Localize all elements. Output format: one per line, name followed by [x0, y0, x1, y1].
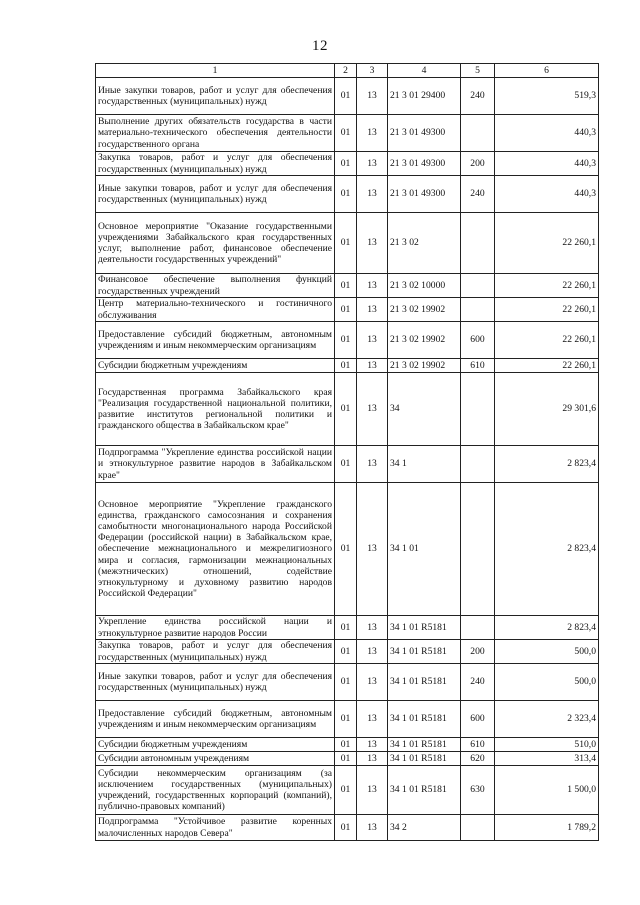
row-name: Финансовое обеспечение выполнения функций государственных учреждений	[96, 274, 335, 298]
table-row	[96, 738, 599, 752]
row-expense-type: 610	[461, 738, 495, 752]
row-name: Укрепление единства российской нации и этнокультурное развитие народов России	[96, 616, 335, 640]
header-col-3: 3	[357, 64, 388, 78]
row-amount: 440,3	[495, 176, 599, 213]
table-row	[96, 640, 599, 664]
row-subsection: 13	[357, 78, 388, 115]
table-body	[96, 78, 599, 841]
row-target-code: 34	[388, 373, 461, 446]
row-subsection: 13	[357, 701, 388, 738]
row-subsection: 13	[357, 274, 388, 298]
row-name: Иные закупки товаров, работ и услуг для обеспечения государственных (муниципальных) нужд	[96, 176, 335, 213]
row-expense-type: 600	[461, 701, 495, 738]
table-row	[96, 766, 599, 815]
row-subsection: 13	[357, 359, 388, 373]
row-expense-type	[461, 373, 495, 446]
row-expense-type: 610	[461, 359, 495, 373]
row-name: Закупка товаров, работ и услуг для обеспечения государственных (муниципальных) нужд	[96, 640, 335, 664]
row-expense-type: 240	[461, 176, 495, 213]
row-amount: 22 260,1	[495, 213, 599, 274]
table-row	[96, 322, 599, 359]
row-target-code: 34 1 01 R5181	[388, 640, 461, 664]
row-expense-type	[461, 213, 495, 274]
row-section: 01	[335, 322, 357, 359]
row-subsection: 13	[357, 213, 388, 274]
row-target-code: 21 3 02	[388, 213, 461, 274]
row-amount: 22 260,1	[495, 359, 599, 373]
row-name: Основное мероприятие "Укрепление гражданского единства, гражданского самосознания и сохранения самобытности многонационального народа Российской Федерации (российской нации) в Забайкальском крае, обеспечение межнационального и межрелигиозного мира и согласия, гармонизации межнациональных (межэтнических) отношений, содействие этнокультурному и духовному развитию народов Российской Федерации"	[96, 483, 335, 616]
row-section: 01	[335, 701, 357, 738]
row-target-code: 21 3 02 19902	[388, 359, 461, 373]
row-expense-type: 600	[461, 322, 495, 359]
row-subsection: 13	[357, 616, 388, 640]
row-subsection: 13	[357, 298, 388, 322]
row-name: Иные закупки товаров, работ и услуг для обеспечения государственных (муниципальных) нужд	[96, 78, 335, 115]
row-amount: 510,0	[495, 738, 599, 752]
row-section: 01	[335, 274, 357, 298]
row-expense-type	[461, 298, 495, 322]
row-section: 01	[335, 359, 357, 373]
row-subsection: 13	[357, 115, 388, 152]
row-section: 01	[335, 815, 357, 841]
row-amount: 440,3	[495, 152, 599, 176]
header-col-6: 6	[495, 64, 599, 78]
row-name: Подпрограмма "Устойчивое развитие коренных малочисленных народов Севера"	[96, 815, 335, 841]
row-name: Субсидии бюджетным учреждениям	[96, 738, 335, 752]
row-subsection: 13	[357, 152, 388, 176]
row-amount: 29 301,6	[495, 373, 599, 446]
row-target-code: 34 1 01 R5181	[388, 616, 461, 640]
row-expense-type: 620	[461, 752, 495, 766]
budget-table	[95, 63, 599, 841]
page-number: 12	[312, 38, 328, 54]
row-subsection: 13	[357, 176, 388, 213]
row-expense-type	[461, 815, 495, 841]
table-row	[96, 115, 599, 152]
row-section: 01	[335, 616, 357, 640]
row-amount: 22 260,1	[495, 298, 599, 322]
row-section: 01	[335, 640, 357, 664]
table-row	[96, 298, 599, 322]
table-row	[96, 152, 599, 176]
row-section: 01	[335, 115, 357, 152]
row-amount: 22 260,1	[495, 274, 599, 298]
row-name: Государственная программа Забайкальского края "Реализация государственной национальной политики, развитие институтов региональной политики и гражданского общества в Забайкальском крае"	[96, 373, 335, 446]
row-name: Выполнение других обязательств государства в части материально-технического обеспечения деятельности государственного органа	[96, 115, 335, 152]
row-expense-type	[461, 483, 495, 616]
row-section: 01	[335, 664, 357, 701]
row-name: Центр материально-технического и гостиничного обслуживания	[96, 298, 335, 322]
row-subsection: 13	[357, 766, 388, 815]
row-amount: 2 823,4	[495, 446, 599, 483]
row-amount: 440,3	[495, 115, 599, 152]
table-row	[96, 815, 599, 841]
row-expense-type: 240	[461, 78, 495, 115]
row-target-code: 21 3 01 29400	[388, 78, 461, 115]
row-name: Иные закупки товаров, работ и услуг для обеспечения государственных (муниципальных) нужд	[96, 664, 335, 701]
row-target-code: 34 1	[388, 446, 461, 483]
row-section: 01	[335, 213, 357, 274]
row-section: 01	[335, 373, 357, 446]
table-row	[96, 616, 599, 640]
table-row	[96, 664, 599, 701]
row-expense-type: 240	[461, 664, 495, 701]
row-subsection: 13	[357, 373, 388, 446]
row-target-code: 21 3 01 49300	[388, 152, 461, 176]
row-name: Предоставление субсидий бюджетным, автономным учреждениям и иным некоммерческим организациям	[96, 701, 335, 738]
table-row	[96, 483, 599, 616]
row-amount: 1 789,2	[495, 815, 599, 841]
table-row	[96, 213, 599, 274]
row-target-code: 34 1 01 R5181	[388, 664, 461, 701]
row-expense-type: 200	[461, 152, 495, 176]
row-name: Субсидии некоммерческим организациям (за исключением государственных (муниципальных) учреждений, государственных корпораций (компаний), публично-правовых компаний)	[96, 766, 335, 815]
row-subsection: 13	[357, 483, 388, 616]
row-section: 01	[335, 78, 357, 115]
row-amount: 2 323,4	[495, 701, 599, 738]
row-name: Закупка товаров, работ и услуг для обеспечения государственных (муниципальных) нужд	[96, 152, 335, 176]
table-row	[96, 446, 599, 483]
row-section: 01	[335, 766, 357, 815]
row-amount: 2 823,4	[495, 616, 599, 640]
header-col-2: 2	[335, 64, 357, 78]
row-target-code: 34 1 01	[388, 483, 461, 616]
row-name: Субсидии бюджетным учреждениям	[96, 359, 335, 373]
table-row	[96, 752, 599, 766]
row-section: 01	[335, 176, 357, 213]
row-target-code: 34 1 01 R5181	[388, 766, 461, 815]
row-subsection: 13	[357, 322, 388, 359]
header-col-4: 4	[388, 64, 461, 78]
row-target-code: 21 3 02 19902	[388, 298, 461, 322]
row-target-code: 21 3 01 49300	[388, 176, 461, 213]
row-amount: 500,0	[495, 640, 599, 664]
table-row	[96, 176, 599, 213]
row-section: 01	[335, 738, 357, 752]
row-amount: 1 500,0	[495, 766, 599, 815]
header-col-5: 5	[461, 64, 495, 78]
row-expense-type	[461, 446, 495, 483]
row-name: Предоставление субсидий бюджетным, автономным учреждениям и иным некоммерческим организациям	[96, 322, 335, 359]
row-section: 01	[335, 483, 357, 616]
row-subsection: 13	[357, 664, 388, 701]
row-amount: 2 823,4	[495, 483, 599, 616]
row-amount: 22 260,1	[495, 322, 599, 359]
row-expense-type	[461, 616, 495, 640]
row-expense-type	[461, 274, 495, 298]
row-expense-type: 630	[461, 766, 495, 815]
row-target-code: 34 1 01 R5181	[388, 738, 461, 752]
row-expense-type	[461, 115, 495, 152]
row-subsection: 13	[357, 752, 388, 766]
row-section: 01	[335, 152, 357, 176]
row-name: Подпрограмма "Укрепление единства российской нации и этнокультурное развитие народов в Забайкальском крае"	[96, 446, 335, 483]
table-row	[96, 373, 599, 446]
row-expense-type: 200	[461, 640, 495, 664]
row-section: 01	[335, 298, 357, 322]
row-target-code: 34 1 01 R5181	[388, 752, 461, 766]
row-amount: 313,4	[495, 752, 599, 766]
row-amount: 519,3	[495, 78, 599, 115]
table-row	[96, 701, 599, 738]
row-target-code: 21 3 01 49300	[388, 115, 461, 152]
row-subsection: 13	[357, 640, 388, 664]
row-name: Основное мероприятие "Оказание государственными учреждениями Забайкальского края государственных услуг, выполнение работ, финансовое обеспечение деятельности государственных учреждений"	[96, 213, 335, 274]
table-row	[96, 359, 599, 373]
row-target-code: 34 1 01 R5181	[388, 701, 461, 738]
table-header-row	[96, 64, 599, 78]
row-section: 01	[335, 446, 357, 483]
row-section: 01	[335, 752, 357, 766]
row-target-code: 21 3 02 10000	[388, 274, 461, 298]
row-target-code: 34 2	[388, 815, 461, 841]
row-subsection: 13	[357, 815, 388, 841]
row-subsection: 13	[357, 446, 388, 483]
table-row	[96, 274, 599, 298]
row-amount: 500,0	[495, 664, 599, 701]
row-name: Субсидии автономным учреждениям	[96, 752, 335, 766]
row-target-code: 21 3 02 19902	[388, 322, 461, 359]
row-subsection: 13	[357, 738, 388, 752]
table-row	[96, 78, 599, 115]
header-col-1: 1	[96, 64, 335, 78]
